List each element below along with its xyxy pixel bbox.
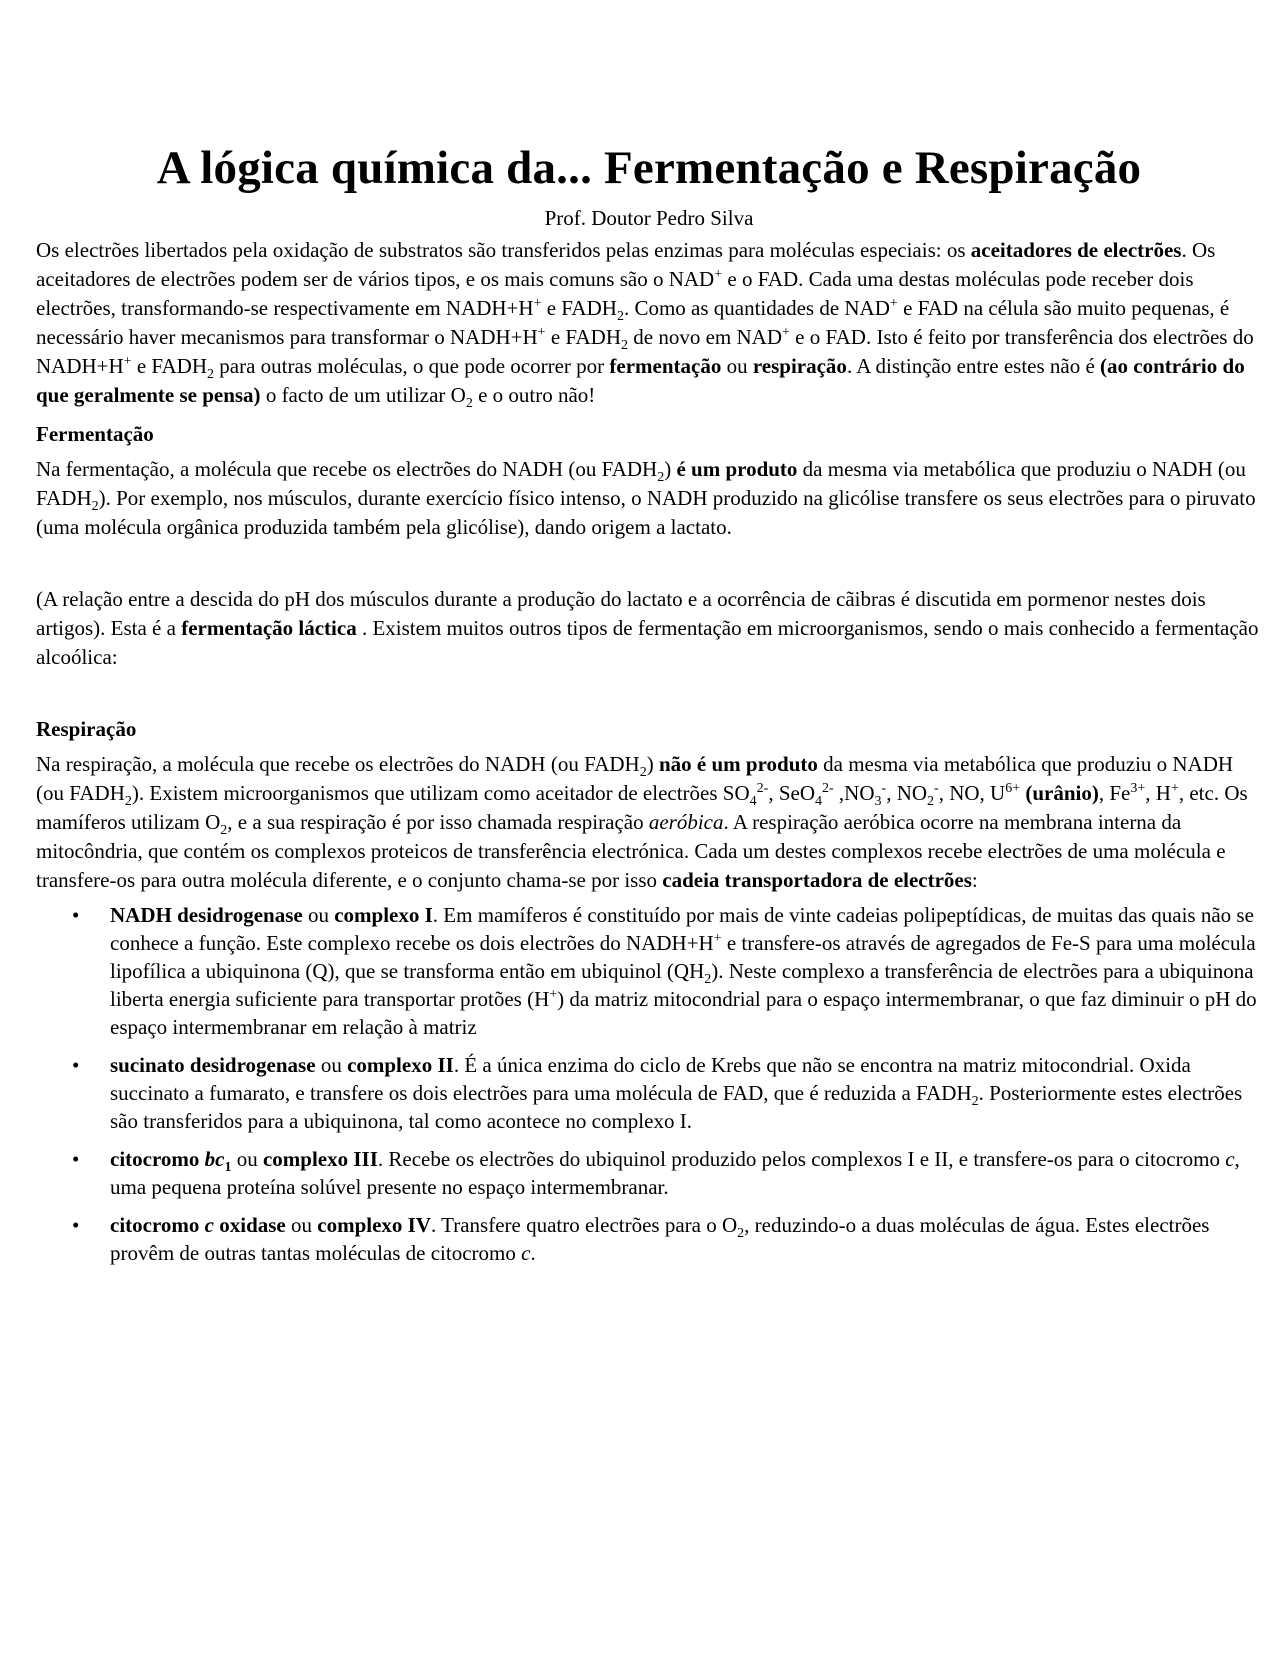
fermentacao-paragraph-2: (A relação entre a descida do pH dos músculos durante a produção do lactato e a ocorrência de cãibras é discutida em pormenor nestes dois artigos). Esta é a fermentação láctica . Existem muitos outros tipos de fermentação em microorganismos, sendo o mais conhecido a fermentação alcoólica:	[36, 587, 1259, 669]
bullet-icon: •	[72, 1147, 80, 1171]
respiracao-paragraph-1: Na respiração, a molécula que recebe os electrões do NADH (ou $FADH_2$) não é um produto da mesma via metabólica que produziu o NADH (ou $FADH_2$). Existem microorganismos que utilizam como aceitador de electrões $SO_4^{2-}$, SeO$_4^{2-}$ $,NO_3^-$, $NO_2^-$, NO, $U^{6+}$ (urânio), $Fe^{3+}$, H+, etc. Os mamíferos utilizam $O_2$, e a sua respiração é por isso chamada respiração aeróbica. A respiração aeróbica ocorre na membrana interna da mitocôndria, que contém os complexos proteicos de transferência electrónica. Cada um destes complexos recebe electrões de uma molécula e transfere-os para outra molécula diferente, e o conjunto chama-se por isso cadeia transportadora de electrões:	[36, 752, 1248, 892]
bullet-icon: •	[72, 1053, 80, 1077]
bullet-icon: •	[72, 1213, 80, 1237]
list-item-complexo-iv: • citocromo c oxidase ou complexo IV. Transfere quatro electrões para o $O_2$, reduzindo-o a duas moléculas de água. Estes electrões provêm de outras tantas moléculas de citocromo c.	[72, 1213, 1210, 1265]
list-item-complexo-ii: • sucinato desidrogenase ou complexo II. É a única enzima do ciclo de Krebs que não se encontra na matriz mitocondrial. Oxida succinato a fumarato, e transfere os dois electrões para uma molécula de FAD, que é reduzida a $FADH_2$. Posteriormente estes electrões são transferidos para a ubiquinona, tal como acontece no complexo I.	[72, 1053, 1243, 1133]
fermentacao-paragraph-1: Na fermentação, a molécula que recebe os electrões do NADH (ou $FADH_2$) é um produto da mesma via metabólica que produziu o NADH (ou $FADH_2$). Por exemplo, nos músculos, durante exercício físico intenso, o NADH produzido na glicólise transfere os seus electrões para o piruvato (uma molécula orgânica produzida também pela glicólise), dando origem a lactato.	[36, 457, 1256, 539]
page-title: A lógica química da... Fermentação e Respiração	[156, 142, 1142, 194]
author-line: Prof. Doutor Pedro Silva	[544, 206, 754, 230]
list-item-complexo-i: • NADH desidrogenase ou complexo I. Em mamíferos é constituído por mais de vinte cadeias polipeptídicas, de muitas das quais não se conhece a função. Este complexo recebe os dois electrões do NADH+H+ e transfere-os através de agregados de Fe-S para uma molécula lipofílica a ubiquinona (Q), que se transforma então em ubiquinol $(QH_2)$. Neste complexo a transferência de electrões para a ubiquinona liberta energia suficiente para transportar protões (H+) da matriz mitocondrial para o espaço intermembranar, o que faz diminuir o pH do espaço intermembranar em relação à matriz	[72, 903, 1257, 1039]
electron-chain-list	[36, 901, 1262, 1267]
heading-fermentacao: Fermentação	[36, 422, 154, 446]
bullet-icon: •	[72, 903, 80, 927]
document-page	[36, 138, 1262, 1277]
list-item-complexo-iii: • citocromo $bc_1$ ou complexo III. Recebe os electrões do ubiquinol produzido pelos complexos I e II, e transfere-os para o citocromo c, uma pequena proteína solúvel presente no espaço intermembranar.	[72, 1147, 1240, 1199]
heading-respiracao: Respiração	[36, 717, 137, 741]
intro-paragraph: Os electrões libertados pela oxidação de substratos são transferidos pelas enzimas para moléculas especiais: os aceitadores de electrões. Os aceitadores de electrões podem ser de vários tipos, e os mais comuns são o NAD+ e o FAD. Cada uma destas moléculas pode receber dois electrões, transformando-se respectivamente em NADH+H+ e $FADH_2$. Como as quantidades de NAD+ e FAD na célula são muito pequenas, é necessário haver mecanismos para transformar o NADH+H+ e $FADH_2$ de novo em NAD+ e o FAD. Isto é feito por transferência dos electrões do NADH+H+ e $FADH_2$ para outras moléculas, o que pode ocorrer por fermentação ou respiração. A distinção entre estes não é (ao contrário do que geralmente se pensa) o facto de um utilizar $O_2$ e o outro não!	[36, 238, 1254, 412]
